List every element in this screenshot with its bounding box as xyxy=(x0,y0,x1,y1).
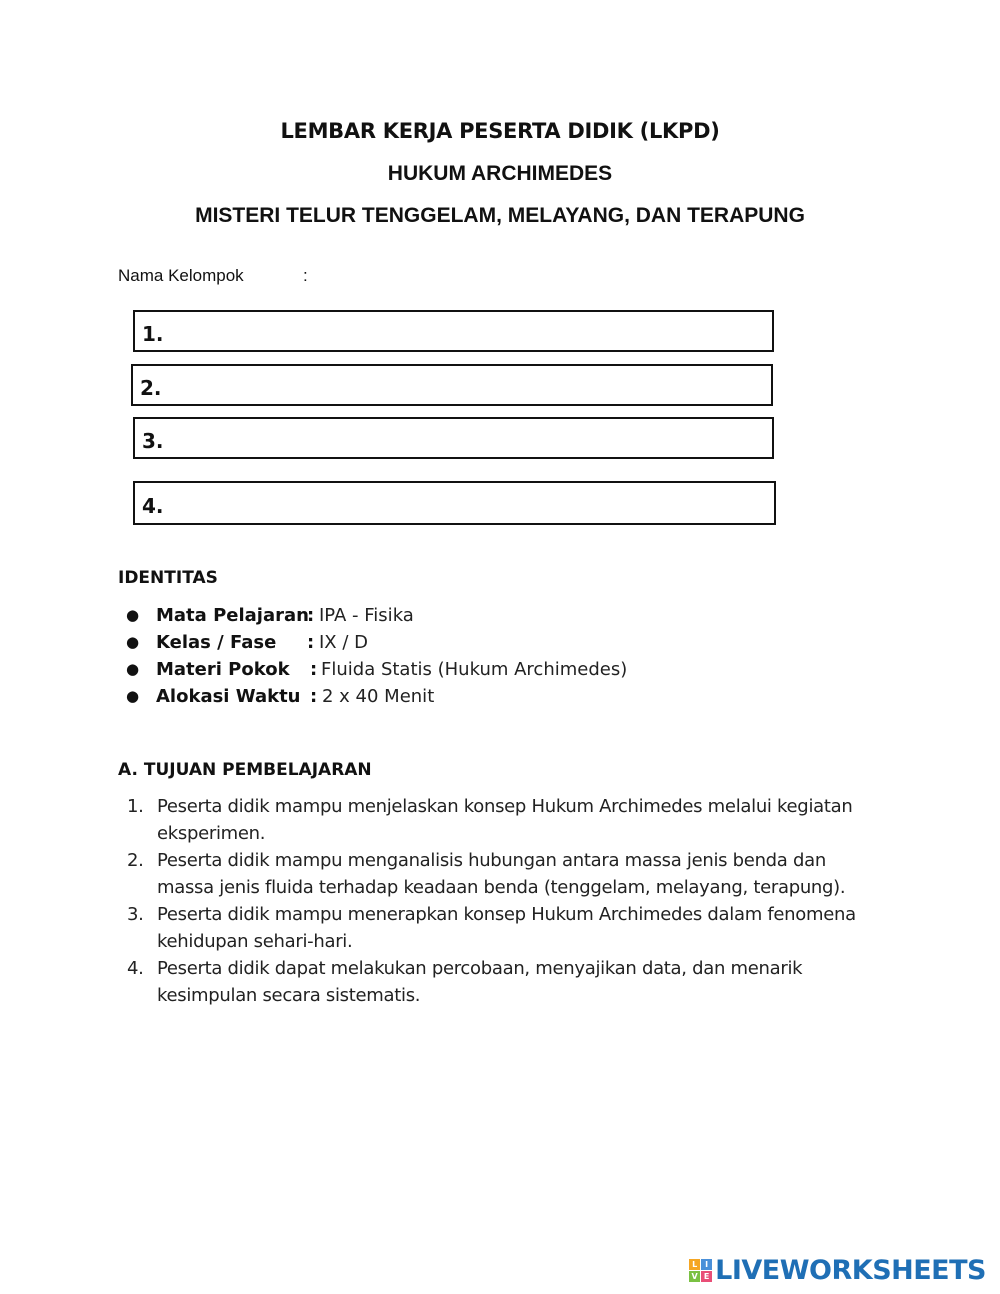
objective-text: Peserta didik mampu menganalisis hubungan antara massa jenis benda dan massa jenis fluida terhadap keadaan benda (tenggelam, melayang, terapung). xyxy=(157,850,846,898)
objective-text: Peserta didik dapat melakukan percobaan, menyajikan data, dan menarik kesimpulan secara sistematis. xyxy=(157,958,803,1006)
group-name-colon: : xyxy=(303,266,308,285)
identity-key: Mata Pelajaran xyxy=(156,605,309,626)
logo-letter: I xyxy=(701,1259,712,1270)
member-number: 2. xyxy=(140,376,162,400)
member-input-box-4[interactable] xyxy=(133,481,776,525)
objective-text: Peserta didik mampu menjelaskan konsep Hukum Archimedes melalui kegiatan eksperimen. xyxy=(157,796,853,844)
page-topic: MISTERI TELUR TENGGELAM, MELAYANG, DAN TERAPUNG xyxy=(195,204,805,227)
objective-number: 4. xyxy=(127,958,144,979)
identity-key: Alokasi Waktu xyxy=(156,686,301,707)
logo-letter: V xyxy=(689,1271,700,1282)
identity-heading: IDENTITAS xyxy=(118,568,218,588)
objective-text: Peserta didik mampu menerapkan konsep Hukum Archimedes dalam fenomena kehidupan sehari-hari. xyxy=(157,904,856,952)
bullet-icon: ● xyxy=(126,687,140,705)
identity-separator: : xyxy=(307,632,315,653)
bullet-icon: ● xyxy=(126,633,140,651)
page-title: LEMBAR KERJA PESERTA DIDIK (LKPD) xyxy=(280,119,720,143)
member-input-box-3[interactable] xyxy=(133,417,774,459)
identity-separator: : xyxy=(310,686,318,707)
identity-key: Kelas / Fase xyxy=(156,632,277,653)
identity-separator: : xyxy=(310,659,318,680)
logo-letter: E xyxy=(701,1271,712,1282)
bullet-icon: ● xyxy=(126,606,140,624)
liveworksheets-logo-icon xyxy=(689,1259,712,1282)
objective-item xyxy=(118,955,878,1009)
liveworksheets-watermark xyxy=(689,1255,986,1285)
liveworksheets-text: LIVEWORKSHEETS xyxy=(715,1254,986,1286)
objective-number: 3. xyxy=(127,904,144,925)
objective-item xyxy=(118,793,878,847)
identity-value: Fluida Statis (Hukum Archimedes) xyxy=(321,659,628,680)
objective-item xyxy=(118,847,878,901)
identity-value: IX / D xyxy=(319,632,369,653)
page-subtitle: HUKUM ARCHIMEDES xyxy=(387,162,613,185)
objective-number: 2. xyxy=(127,850,144,871)
member-number: 3. xyxy=(142,429,164,453)
member-input-box-1[interactable] xyxy=(133,310,774,352)
objectives-heading: A. TUJUAN PEMBELAJARAN xyxy=(118,760,372,780)
bullet-icon: ● xyxy=(126,660,140,678)
member-number: 1. xyxy=(142,322,164,346)
identity-value: 2 x 40 Menit xyxy=(322,686,435,707)
objective-number: 1. xyxy=(127,796,144,817)
identity-value: IPA - Fisika xyxy=(319,605,414,626)
objective-item xyxy=(118,901,878,955)
identity-key: Materi Pokok xyxy=(156,659,290,680)
group-name-label: Nama Kelompok xyxy=(118,266,244,285)
member-input-box-2[interactable] xyxy=(131,364,773,406)
identity-separator: : xyxy=(307,605,315,626)
member-number: 4. xyxy=(142,494,164,518)
objectives-list xyxy=(118,793,878,1009)
logo-letter: L xyxy=(689,1259,700,1270)
